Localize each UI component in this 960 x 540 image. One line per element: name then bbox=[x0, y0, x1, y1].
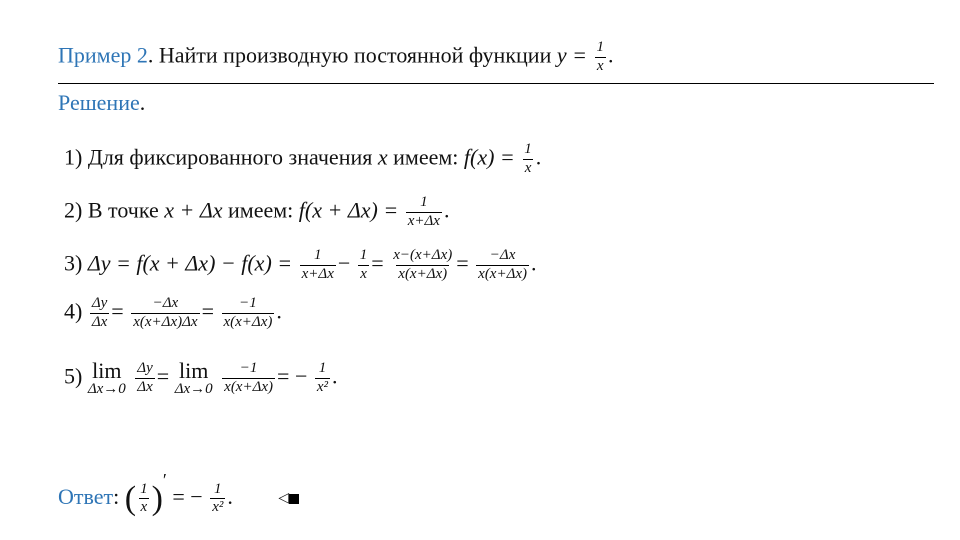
solution-label: Решение bbox=[58, 90, 140, 115]
step-2-prefix: 2) В точке bbox=[64, 197, 165, 223]
step-4-f2-den: x(x+Δx)Δx bbox=[133, 313, 198, 330]
step-4-f3-num: −1 bbox=[239, 295, 257, 311]
step-3-f1-num: 1 bbox=[314, 247, 322, 263]
step-5-f2-num: −1 bbox=[239, 360, 258, 377]
step-3-minus: − bbox=[337, 250, 351, 276]
answer-eq: = − bbox=[166, 484, 203, 509]
step-1-prefix: 1) Для фиксированного значения bbox=[64, 144, 378, 170]
step-3-prefix: 3) bbox=[64, 250, 88, 276]
step-5-lim-word: lim bbox=[92, 358, 122, 383]
step-3-expr: Δy = f(x + Δx) − f(x) = bbox=[87, 250, 293, 276]
answer-result-fraction bbox=[210, 482, 225, 517]
step-5-fraction-2 bbox=[222, 361, 275, 396]
step-2-expr: f(x + Δx) = bbox=[298, 197, 399, 223]
step-3-fraction-1 bbox=[300, 248, 336, 283]
step-4-f2-num: −Δx bbox=[152, 295, 179, 311]
step-5-f2-den: x(x+Δx) bbox=[224, 379, 274, 395]
step-2-end: . bbox=[443, 197, 450, 223]
step-3-f2-num: 1 bbox=[359, 247, 368, 263]
answer-num: 1 bbox=[140, 480, 148, 497]
step-1-den: x bbox=[524, 159, 532, 176]
step-1-num: 1 bbox=[524, 141, 532, 157]
answer-colon: : bbox=[113, 484, 125, 509]
step-5-lim-sub: Δx→0 bbox=[87, 381, 126, 397]
step-4-fraction-2 bbox=[131, 296, 199, 331]
step-5-fraction-3 bbox=[315, 361, 330, 396]
step-4-f1-den: Δx bbox=[91, 313, 108, 330]
step-3-eq-2: = bbox=[456, 250, 469, 276]
step-5-limit-2 bbox=[175, 360, 213, 397]
step-2 bbox=[64, 195, 449, 230]
task-fraction bbox=[594, 40, 606, 75]
step-2-den: x+Δx bbox=[407, 212, 440, 229]
step-3-f4-den: x(x+Δx) bbox=[478, 265, 528, 282]
step-5-lim2-sub: Δx→0 bbox=[174, 381, 213, 397]
answer-label: Ответ bbox=[58, 484, 114, 509]
answer-fraction bbox=[138, 482, 150, 517]
task-text: . Найти производную постоянной функции bbox=[147, 42, 557, 68]
qed-triangle-icon: ◁ bbox=[278, 491, 290, 507]
answer-left-paren: ( bbox=[124, 479, 137, 517]
step-5-f1-num: Δy bbox=[137, 360, 153, 377]
step-1-fraction bbox=[522, 142, 534, 177]
answer-end: . bbox=[227, 484, 233, 509]
step-4-eq-2: = bbox=[201, 298, 214, 324]
qed-marker bbox=[278, 490, 299, 507]
step-3-end: . bbox=[531, 250, 537, 276]
step-5-prefix: 5) bbox=[64, 363, 88, 389]
step-2-num: 1 bbox=[420, 194, 428, 210]
step-2-mid: имеем: bbox=[222, 197, 299, 223]
step-3-f1-den: x+Δx bbox=[301, 265, 334, 282]
step-5-f3-den: x² bbox=[316, 379, 329, 395]
solution-heading bbox=[58, 90, 145, 116]
step-5-eq-1: = bbox=[156, 363, 170, 389]
step-1 bbox=[64, 142, 541, 177]
heading-divider bbox=[58, 83, 934, 84]
step-1-expr: f(x) = bbox=[463, 144, 515, 170]
step-4-eq-1: = bbox=[111, 298, 124, 324]
step-3-f4-num: −Δx bbox=[489, 247, 516, 263]
step-5 bbox=[64, 360, 338, 397]
answer-den: x bbox=[140, 499, 148, 516]
step-2-fraction bbox=[406, 195, 442, 230]
step-1-mid: имеем: bbox=[387, 144, 464, 170]
answer-result-num: 1 bbox=[214, 480, 222, 497]
step-1-end: . bbox=[535, 144, 542, 170]
step-5-lim2-word: lim bbox=[179, 358, 209, 383]
example-heading bbox=[58, 40, 613, 75]
step-4 bbox=[64, 296, 282, 331]
task-end: . bbox=[607, 42, 614, 68]
step-5-f3-num: 1 bbox=[318, 360, 327, 377]
step-3-f2-den: x bbox=[360, 265, 367, 282]
answer-line bbox=[58, 470, 299, 516]
step-3 bbox=[64, 248, 537, 283]
step-4-f3-den: x(x+Δx) bbox=[223, 313, 273, 330]
step-5-f1-den: Δx bbox=[137, 379, 153, 395]
step-5-fraction-1 bbox=[135, 361, 154, 396]
answer-prime: ′ bbox=[162, 470, 167, 490]
step-3-f3-num: x−(x+Δx) bbox=[393, 247, 453, 263]
step-4-fraction-3 bbox=[222, 296, 275, 331]
step-4-fraction-1 bbox=[90, 296, 109, 331]
step-1-var: x bbox=[377, 144, 388, 170]
step-4-end: . bbox=[276, 298, 282, 324]
step-3-eq-1: = bbox=[371, 250, 384, 276]
task-den: x bbox=[596, 57, 604, 74]
step-5-end: . bbox=[332, 363, 338, 389]
step-4-f1-num: Δy bbox=[91, 295, 108, 311]
solution-dot: . bbox=[139, 90, 146, 115]
step-3-fraction-4 bbox=[476, 248, 529, 283]
step-3-f3-den: x(x+Δx) bbox=[398, 265, 448, 282]
answer-right-paren: ) bbox=[151, 479, 163, 517]
step-5-eq-2: = − bbox=[277, 363, 308, 389]
answer-result-den: x² bbox=[212, 499, 224, 516]
task-num: 1 bbox=[596, 39, 604, 55]
step-3-fraction-3 bbox=[391, 248, 454, 283]
step-4-prefix: 4) bbox=[64, 298, 88, 324]
step-2-var: x + Δx bbox=[164, 197, 223, 223]
task-lhs: y = bbox=[556, 42, 587, 68]
step-3-fraction-2 bbox=[358, 248, 370, 283]
step-5-limit-1 bbox=[88, 360, 126, 397]
example-label: Пример 2 bbox=[58, 42, 148, 68]
qed-box-icon bbox=[289, 494, 299, 504]
